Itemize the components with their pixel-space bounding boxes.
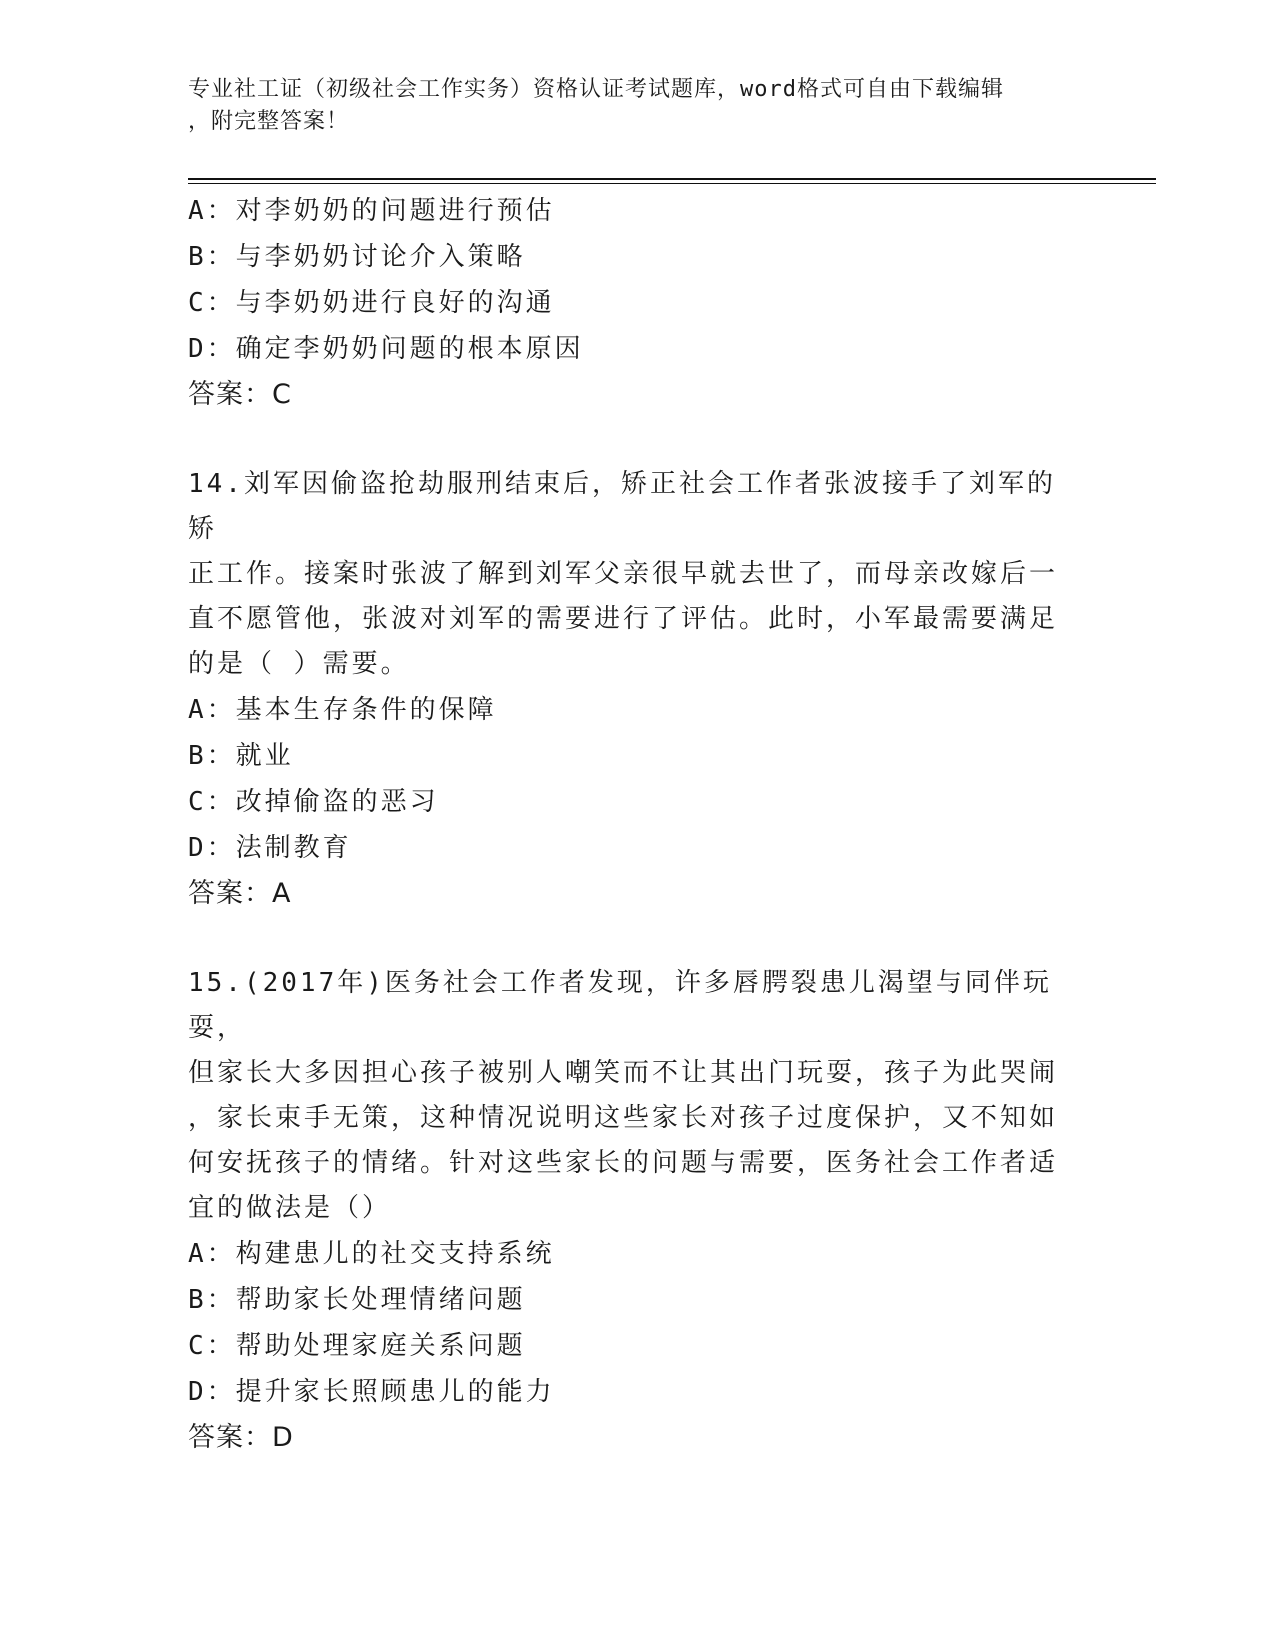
stem-line: ，家长束手无策，这种情况说明这些家长对孩子过度保护，又不知如 [188, 1103, 1059, 1133]
option-b: B：与李奶奶讨论介入策略 [188, 242, 526, 272]
option-a: A：对李奶奶的问题进行预估 [188, 196, 555, 226]
option-a: A：基本生存条件的保障 [188, 695, 497, 725]
stem-line: 的是（ ）需要。 [188, 649, 410, 679]
stem-line: 但家长大多因担心孩子被别人嘲笑而不让其出门玩耍，孩子为此哭闹 [188, 1058, 1059, 1088]
option-b: B：帮助家长处理情绪问题 [188, 1285, 526, 1315]
question-15 [188, 961, 1088, 1461]
question-list [188, 188, 1088, 1461]
stem-line: 14.刘军因偷盗抢劫服刑结束后，矫正社会工作者张波接手了刘军的矫 [188, 469, 1056, 544]
header-divider-thick [188, 178, 1156, 180]
answer-line: 答案：A [188, 878, 292, 909]
header-title-continuation: ，附完整答案！ [188, 109, 350, 134]
option-d: D：提升家长照顾患儿的能力 [188, 1377, 555, 1407]
option-d: D：确定李奶奶问题的根本原因 [188, 334, 584, 364]
option-d: D：法制教育 [188, 833, 352, 863]
stem-line: 正工作。接案时张波了解到刘军父亲很早就去世了，而母亲改嫁后一 [188, 559, 1059, 589]
header-divider-thin [188, 183, 1156, 184]
answer-line: 答案：C [188, 379, 292, 410]
question-13 [188, 188, 1088, 418]
option-b: B：就业 [188, 741, 294, 771]
option-c: C：与李奶奶进行良好的沟通 [188, 288, 555, 318]
stem-line: 宜的做法是（） [188, 1193, 392, 1223]
document-header [188, 74, 1088, 138]
answer-line: 答案：D [188, 1422, 294, 1453]
question-stem [188, 462, 1068, 687]
header-title-line: 专业社工证（初级社会工作实务）资格认证考试题库，word格式可自由下载编辑 [188, 77, 1004, 102]
option-c: C：改掉偷盗的恶习 [188, 787, 439, 817]
stem-line: 直不愿管他，张波对刘军的需要进行了评估。此时，小军最需要满足 [188, 604, 1059, 634]
question-14 [188, 462, 1088, 917]
question-stem [188, 961, 1068, 1231]
spacer [188, 917, 1088, 961]
option-c: C：帮助处理家庭关系问题 [188, 1331, 526, 1361]
spacer [188, 418, 1088, 462]
stem-line: 何安抚孩子的情绪。针对这些家长的问题与需要，医务社会工作者适 [188, 1148, 1059, 1178]
stem-line: 15.(2017年)医务社会工作者发现，许多唇腭裂患儿渴望与同伴玩耍， [188, 968, 1052, 1043]
option-a: A：构建患儿的社交支持系统 [188, 1239, 555, 1269]
